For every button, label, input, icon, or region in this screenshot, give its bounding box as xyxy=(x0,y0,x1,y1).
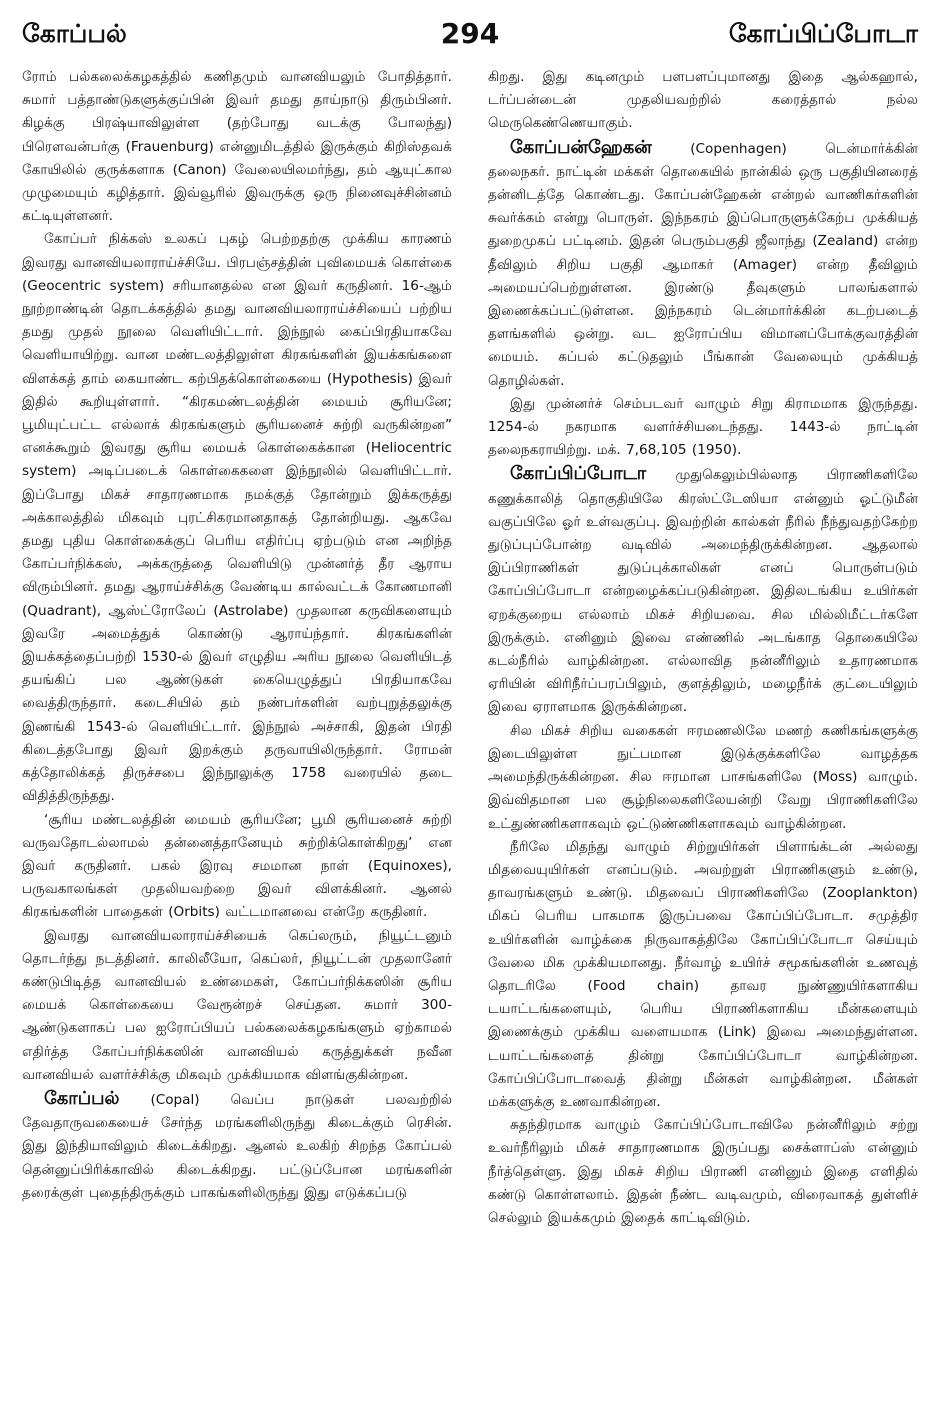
paragraph: சுதந்திரமாக வாழும் கோப்பிப்போடாவிலே நன்னீரிலும் சற்று உவர்நீரிலும் மிகச் சாதாரணமாக இருப்பது சைக்ளாப்ஸ் என்னும் நீர்த்தெள்ளு. இது மிகச் சிறிய பிராணி எனினும் இதை எளிதில் கண்டு கொள்ளலாம். இதன் நீண்ட வடிவமும், விரைவாகத் துள்ளிச் செல்லும் இயக்கமும் இதைக் காட்டிவிடும். xyxy=(488,1117,918,1226)
column-gutter xyxy=(469,70,470,1400)
page-header xyxy=(22,16,918,56)
entry-headword: கோப்பிப்போடா xyxy=(510,463,647,485)
entry-text: (Copal) வெப்ப நாடுகள் பலவற்றில் தேவதாருவகையைச் சேர்ந்த மரங்களிலிருந்து கிடைக்கும் ரெசின். இது இந்தியாவிலும் கிடைக்கிறது. ஆனல் உலகிற் சிறந்த கோப்பல் தென்னுப்பிரிக்காவில் கிடைக்கிறது. பட்டுப்போன மரங்களின் தரைக்குள் புதைந்திருக்கும் பாகங்களிலிருந்து இது எடுக்கப்படு xyxy=(22,1091,452,1201)
paragraph: கிறது. இது கடினமும் பளபளப்புமானது இதை ஆல்கஹால், டர்ப்பன்டைன் முதலியவற்றில் கரைத்தால் நல்ல மெருகெண்ணெயாகும். xyxy=(488,69,918,132)
entry-text: முதுகெலும்பில்லாத பிராணிகளிலே கணுக்காலித் தொகுதியிலே கிரஸ்ட்டேஸியா என்னும் ஓட்டுமீன் வகுப்பிலே ஓர் உள்வகுப்பு. இவற்றின் கால்கள் நீரில் நீந்துவதற்கேற்ற துடுப்புப்போன்ற வடிவில் அமைந்திருக்கின்றன. ஆதலால் இப்பிராணிகள் துடுப்புக்காலிகள் எனப் பொருள்படும் கோப்பிப்போடா என்றழைக்கப்படுகின்றன. இதிலடங்கிய உயிர்கள் ஏறக்குறைய எல்லாம் மிகச் சிறியவை. சில மில்லிமீட்டர்களே இருக்கும். எனினும் இவை எண்ணில் அடங்காத தொகையிலே கடல்நீரில் வாழ்கின்றன. எல்லாவித நன்னீரிலும் உதாரணமாக ஏரியின் விரிநீர்ப்பரப்பிலும், குளத்திலும், மழைநீர்க் குட்டையிலும் இவை ஏராளமாக இருக்கின்றன. xyxy=(488,467,918,716)
dictionary-entry xyxy=(22,1087,452,1205)
entry-text: (Copenhagen) டென்மார்க்கின் தலைநகர். நாட்டின் மக்கள் தொகையில் நான்கில் ஒரு பகுதியினரைத் தன்னிடத்தே கொண்டது. கோப்பன்ஹேகன் என்றல் வாணிகர்களின் சுவர்க்கம் என்று பொருள். இந்நகரம் இப்பொருளுக்கேற்ப முக்கியத் துறைமுகப் பட்டினம். இதன் பெரும்பகுதி ஜீலாந்து (Zealand) என்ற தீவிலும் சிறிய பகுதி ஆமாகர் (Amager) என்ற தீவிலும் அமையப்பெற்றுள்ளன. இரண்டு தீவுகளும் பாலங்களால் இணைக்கப்பட்டுள்ளன. இந்நகரம் டென்மார்க்கின் கடற்படைத் தளங்களில் ஒன்று. வட ஐரோப்பிய விமானப்போக்குவரத்தின் மையம். கப்பல் கட்டுதலும் பீங்கான் வேலையும் முக்கியத் தொழில்கள். xyxy=(488,140,918,389)
paragraph: இது முன்னர்ச் செம்படவர் வாழும் சிறு கிராமமாக இருந்தது. 1254-ல் நகரமாக வளர்ச்சியடைந்தது. 1443-ல் நாட்டின் தலைநகராயிற்று. மக். 7,68,105 (1950). xyxy=(488,395,918,459)
entry-headword: கோப்பன்ஹேகன் xyxy=(510,136,652,158)
right-column xyxy=(488,66,918,1406)
entry-headword: கோப்பல் xyxy=(44,1087,120,1109)
left-running-head: கோப்பல் xyxy=(22,19,127,48)
paragraph: இவரது வானவியலாராய்ச்சியைக் கெப்லரும், நியூட்டனும் தொடர்ந்து நடத்தினர். காலிலீயோ, கெப்லர், நியூட்டன் முதலானேர் கண்டுபிடித்த வானவியல் உண்மைகள், கோப்பர்நிக்கஸின் சூரிய மையக் கொள்கையை வேரூன்றச் செய்தன. சுமார் 300-ஆண்டுகளாகப் பல ஐரோப்பியப் பல்கலைக்கழகங்களும் ஏற்காமல் எதிர்த்த கோப்பர்நிக்கஸின் வானவியல் கருத்துக்கள் நவீன வானவியல் வளர்ச்சிக்கு மிகவும் முக்கியமாக விளங்குகின்றன. xyxy=(22,927,452,1083)
paragraph: கோப்பர் நிக்கஸ் உலகப் புகழ் பெற்றதற்கு முக்கிய காரணம் இவரது வானவியலாராய்ச்சியே. பிரபஞ்சத்தின் புவிமையக் கொள்கை (Geocentric system) சரியானதல்ல என இவர் கருதினர். 16-ஆம் நூற்றாண்டின் தொடக்கத்தில் தமது வானவியலாராய்ச்சியைப் பற்றிய தமது முதல் நூலை வெளியிட்டார். இந்நூல் கைப்பிரதியாகவே வெளியாயிற்று. வான மண்டலத்திலுள்ள கிரகங்களின் இயக்கங்களை விளக்கத் தாம் கையாண்ட கற்பிதக்கொள்கையை (Hypothesis) இவர் இதில் கூறியுள்ளார். “கிரகமண்டலத்தின் மையம் சூரியனே; பூமியுட்பட்ட எல்லாக் கிரகங்களும் சூரியனைச் சுற்றி வருகின்றன” எனக்கூறும் இவரது சூரிய மையக் கொள்கைக்கான (Heliocentric system) அடிப்படைக் கொள்கைகளை இந்நூலில் வெளியிட்டார். இப்போது மிகச் சாதாரணமாக நமக்குத் தோன்றும் இக்கருத்து அக்காலத்தில் மிகவும் புரட்சிகரமானதாகத் தோன்றியது. ஆகவே தமது புதிய கொள்கைக்குப் பெரிய எதிர்ப்பு ஏற்படும் என அறிந்த கோப்பர்நிக்கஸ், அக்கருத்தை வெளியிடு முன்னர்த் தீர ஆராய விரும்பினர். தமது ஆராய்ச்சிக்கு வேண்டிய கால்வட்டக் கோணமானி (Quadrant), ஆஸ்ட்ரோலேப் (Astrolabe) முதலான கருவிகளையும் இவரே அமைத்துக் கொண்டு ஆராய்ந்தார். கிரகங்களின் இயக்கத்தைப்பற்றி 1530-ல் இவர் எழுதிய அரிய நூலை வெளியிடத் தயங்கிப் பல ஆண்டுகள் கையெழுத்துப் பிரதியாகவே வைத்திருந்தார். கடைசியில் தம் நண்பர்களின் வற்புறுத்தலுக்கு இணங்கி 1543-ல் வெளியிட்டார். இந்நூல் அச்சாகி, இதன் பிரதி கிடைத்தபோது இவர் இறக்கும் தருவாயிலிருந்தார். ரோமன் கத்தோலிக்கத் திருச்சபை இந்நூலுக்கு 1758 வரையில் தடை விதித்திருந்தது. xyxy=(22,231,452,805)
left-column xyxy=(22,66,452,1406)
paragraph: சில மிகச் சிறிய வகைகள் ஈரமணலிலே மணற் கணிகங்களுக்கு இடையிலுள்ள நுட்பமான இடுக்குக்களிலே வாழத்தக அமைந்திருக்கின்றன. சில ஈரமான பாசங்களிலே (Moss) வாழும். இவ்விதமான பல சூழ்நிலைகளிலேயன்றி வேறு பிராணிகளிலே உட்துண்ணிகளாகவும் ஒட்டுண்ணிகளாகவும் வாழ்கின்றன. xyxy=(488,722,918,832)
dictionary-entry xyxy=(488,136,918,393)
paragraph: ‘சூரிய மண்டலத்தின் மையம் சூரியனே; பூமி சூரியனைச் சுற்றி வருவதோடல்லாமல் தன்னைத்தானேயும் சுற்றிக்கொள்கிறது’ என இவர் கருதினர். பகல் இரவு சமமான நாள் (Equinoxes), பருவகாலங்கள் முதலியவற்றை இவர் விளக்கினர். ஆனல் கிரகங்களின் பாதைகள் (Orbits) வட்டமானவை என்றே கருதினர். xyxy=(22,811,452,921)
paragraph: நீரிலே மிதந்து வாழும் சிற்றுயிர்கள் பிளாங்க்டன் அல்லது மிதவையுயிர்கள் எனப்படும். அவற்றுள் பிராணிகளும் உண்டு, தாவரங்களும் உண்டு. மிதவைப் பிராணிகளிலே (Zooplankton) மிகப் பெரிய பாகமாக இருப்பவை கோப்பிப்போடா. சமுத்திர உயிர்களின் வாழ்க்கை நிருவாகத்திலே கோப்பிப்போடா செய்யும் வேலை மிக முக்கியமானது. நீர்வாழ் உயிர்ச் சமூகங்களின் உணவுத் தொடரிலே (Food chain) தாவர நுண்ணுயிர்களாகிய டயாட்டங்களையும், பெரிய பிராணிகளாகிய மீன்களையும் இணைக்கும் முக்கிய வளையமாக (Link) இவை அமைந்துள்ளன. டயாட்டங்களைத் தின்று கோப்பிப்போடா வாழ்கின்றன. கோப்பிப்போடாவைத் தின்று மீன்கள் வாழ்கின்றன. மீன்கள் மக்களுக்கு உணவாகின்றன. xyxy=(488,838,918,1110)
right-running-head: கோப்பிப்போடா xyxy=(728,19,918,48)
paragraph: ரோம் பல்கலைக்கழகத்தில் கணிதமும் வானவியலும் போதித்தார். சுமார் பத்தாண்டுகளுக்குப்பின் இவர் தமது தாய்நாடு திரும்பினர். கிழக்கு பிரஷ்யாவிலுள்ள (தற்போது வடக்கு போலந்து) பிரௌவன்பர்கு (Frauenburg) என்னுமிடத்தில் இருக்கும் கிறிஸ்தவக் கோயிலில் குருக்களாக (Canon) வேலையிலமர்ந்து, தம் ஆயுட்கால முழுமையும் கழித்தார். இவ்வூரில் இவருக்கு ஒரு நினைவுச்சின்னம் கட்டியுள்ளனர். xyxy=(22,69,452,225)
page-number: 294 xyxy=(440,17,500,50)
dictionary-entry xyxy=(488,462,918,719)
